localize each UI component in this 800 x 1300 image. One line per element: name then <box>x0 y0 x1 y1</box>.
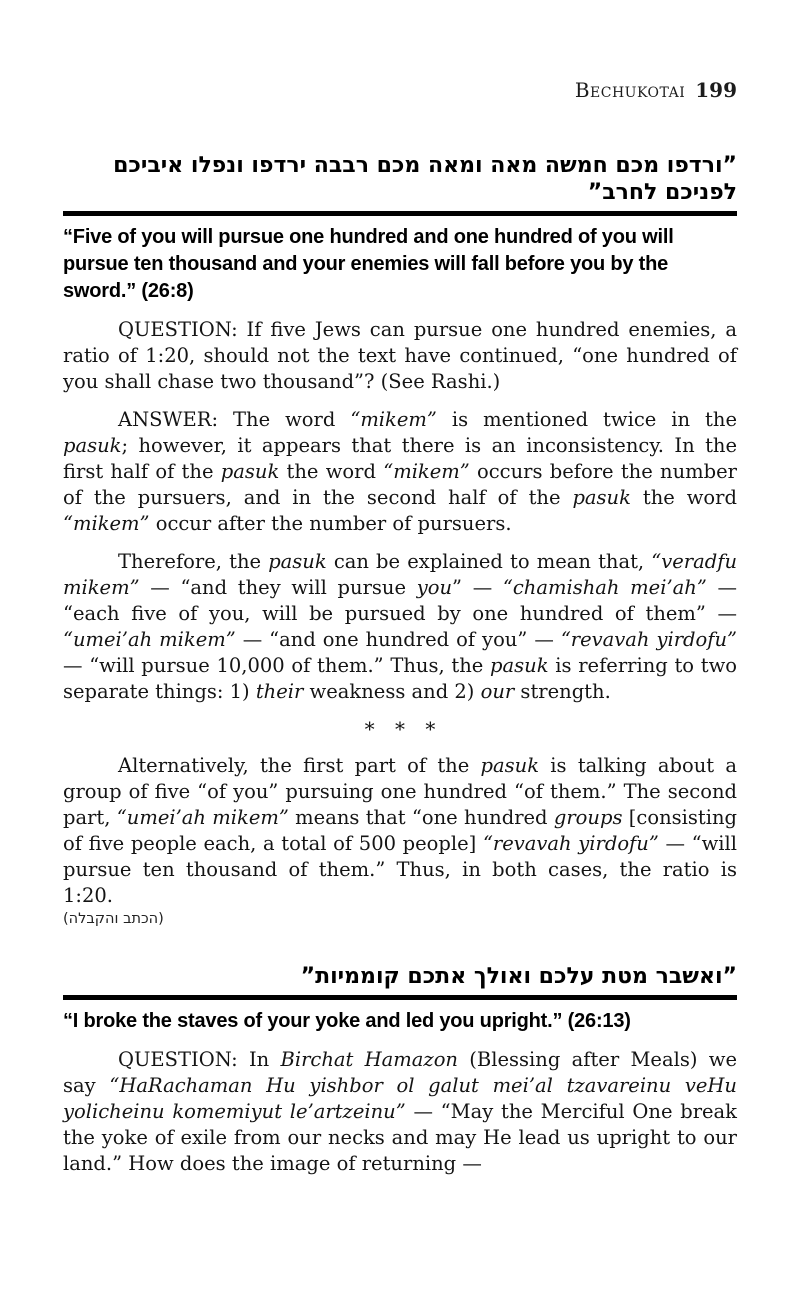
asterisk-divider: * * * <box>364 717 436 741</box>
paragraph-explanation: Therefore, the pasuk can be explained to mean that, “veradfu mikem” — “and they will pursue you” — “chamishah mei’ah” — “each five of you, will be pursued by one hundred of them” — “umei’ah mikem” — “and one hundred of you” — “revavah yirdofu” — “will pursue 10,000 of them.” Thus, the pasuk is referring to two separate things: 1) their weakness and 2) our strength. <box>63 550 738 703</box>
section-verse-26-13 <box>63 963 737 1177</box>
paragraph-answer: ANSWER: The word “mikem” is mentioned twice in the pasuk; however, it appears that there is an inconsistency. In the first half of the pasuk the word “mikem” occurs before the number of the pursuers, and in the second half of the pasuk the word “mikem” occur after the number of pursuers. <box>63 408 737 535</box>
hebrew-verse-heading <box>63 152 737 206</box>
heading-rule-2 <box>63 995 737 1000</box>
hebrew-verse-line-1: ”ורדפו מכם חמשה מאה ומאה מכם רבבה ירדפו ונפלו איביכם <box>113 153 737 178</box>
hebrew-verse-heading-2 <box>63 963 737 990</box>
paragraph-question-2: QUESTION: In Birchat Hamazon (Blessing after Meals) we say “HaRachaman Hu yishbor ol galut mei’al tzavareinu veHu yolicheinu komemiyut le’artzeinu” — “May the Merciful One break the yoke of exile from our necks and may He lead us upright to our land.” How does the image of returning — <box>63 1048 737 1175</box>
page-number: 199 <box>695 78 737 102</box>
paragraph-alternative: Alternatively, the first part of the pasuk is talking about a group of five “of you” pursuing one hundred “of them.” The second part, “umei’ah mikem” means that “one hundred groups [consisting of five people each, a total of 500 people] “revavah yirdofu” — “will pursue ten thousand of them.” Thus, in both cases, the ratio is 1:20. <box>63 754 738 907</box>
hebrew-verse-line-2: לפניכם לחרב” <box>587 180 737 205</box>
section-verse-26-8 <box>63 152 737 927</box>
text-column <box>63 0 737 1177</box>
source-attribution: (הכתב והקבלה) <box>63 911 164 927</box>
parsha-title: Bechukotai <box>574 78 686 102</box>
verse-translation-heading-2: “I broke the staves of your yoke and led you upright.” (26:13) <box>63 1010 631 1032</box>
verse-translation-heading: “Five of you will pursue one hundred and one hundred of you will pursue ten thousand and your enemies will fall before you by the sword.” (26:8) <box>63 226 674 302</box>
heading-rule <box>63 211 737 216</box>
hebrew-verse-2-line-1: ”ואשבר מטת עלכם ואולך אתכם קוממיות” <box>300 964 737 989</box>
paragraph-question: QUESTION: If five Jews can pursue one hundred enemies, a ratio of 1:20, should not the text have continued, “one hundred of you shall chase two thousand”? (See Rashi.) <box>63 318 737 393</box>
running-header <box>63 78 737 102</box>
